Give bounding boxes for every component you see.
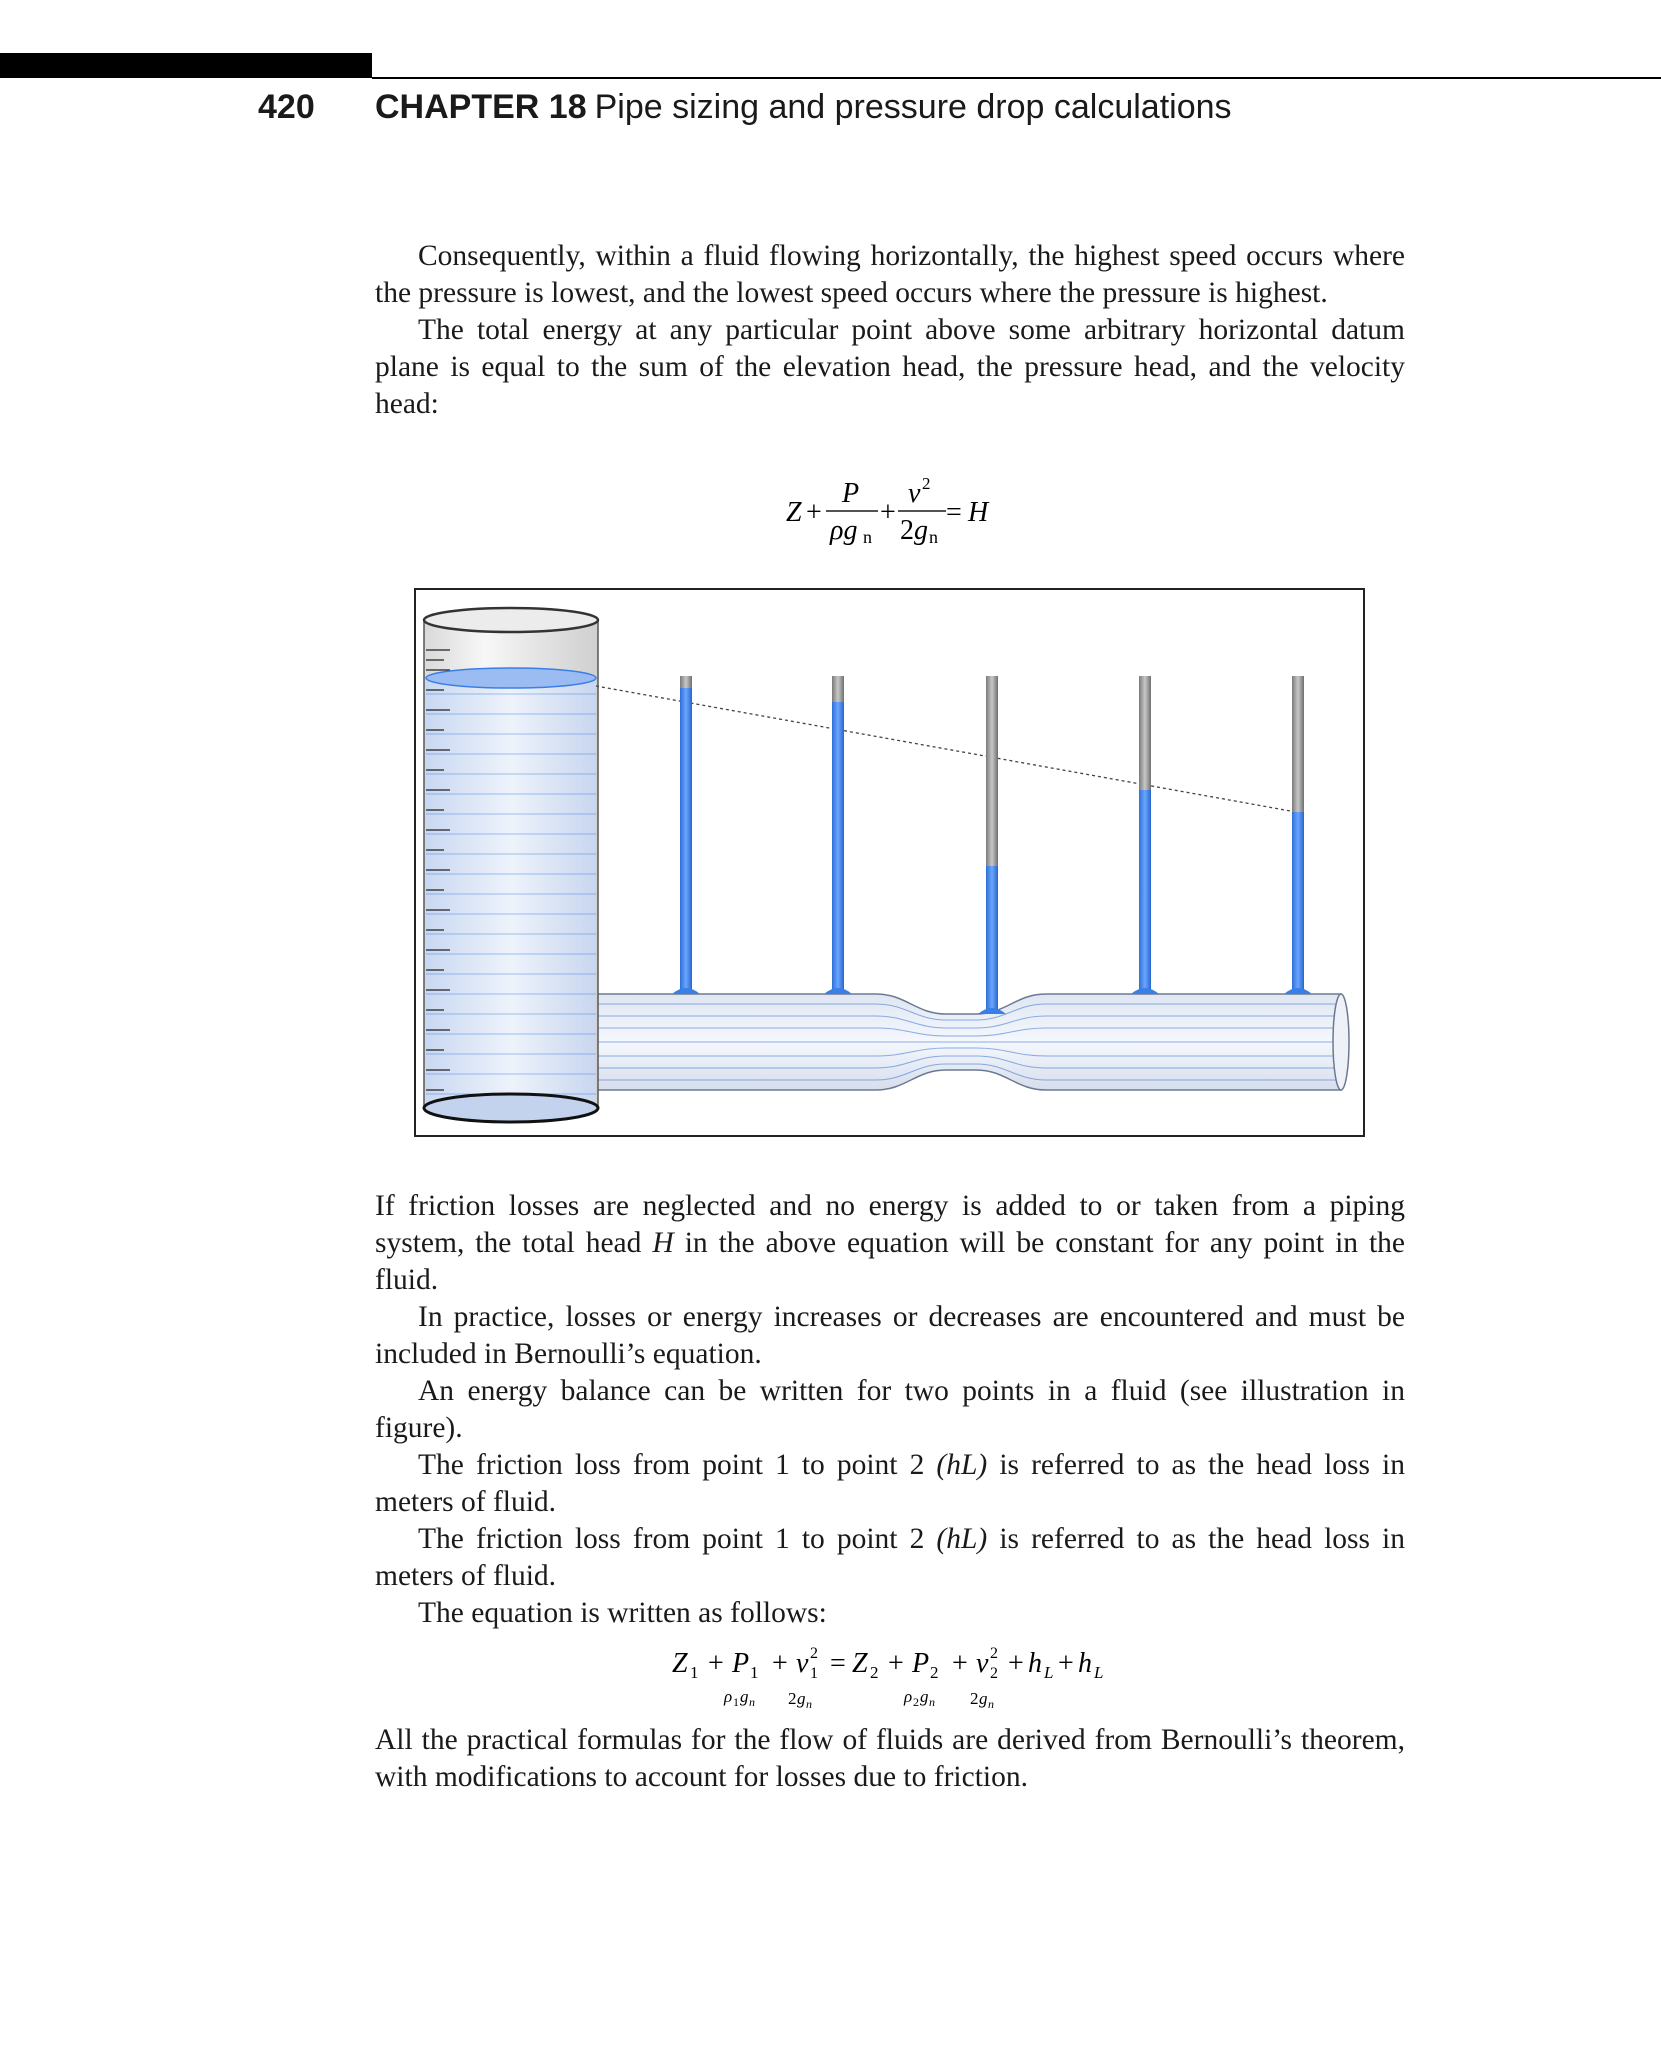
svg-text:2: 2	[970, 1689, 979, 1708]
svg-text:n: n	[929, 527, 938, 547]
svg-text:=: =	[946, 497, 962, 528]
svg-text:v: v	[976, 1648, 989, 1679]
svg-text:1: 1	[690, 1663, 699, 1682]
paragraph-3: If friction losses are neglected and no energy is added to or taken from a piping system, the total head H in the above equation will be constant for any point in the fluid.	[375, 1190, 1406, 1296]
svg-text:+: +	[880, 497, 896, 528]
svg-text:Z: Z	[852, 1648, 868, 1679]
svg-text:1: 1	[733, 1695, 739, 1709]
svg-text:+: +	[952, 1648, 968, 1679]
text-bottom	[375, 1722, 1405, 1796]
svg-text:+: +	[1058, 1648, 1074, 1679]
svg-text:+: +	[772, 1648, 788, 1679]
svg-text:n: n	[806, 1697, 812, 1710]
svg-text:n: n	[863, 527, 872, 547]
svg-text:Z: Z	[672, 1648, 688, 1679]
paragraph-9: All the practical formulas for the flow of fluids are derived from Bernoulli’s theorem, with modifications to account for losses due to friction.	[375, 1724, 1405, 1793]
svg-text:1: 1	[750, 1663, 759, 1682]
svg-text:g: g	[914, 515, 928, 546]
svg-text:P: P	[912, 1648, 930, 1679]
svg-text:H: H	[968, 497, 989, 528]
svg-text:h: h	[1078, 1648, 1092, 1679]
svg-text:v: v	[908, 478, 921, 509]
svg-text:v: v	[796, 1648, 809, 1679]
equation-total-head	[786, 475, 1006, 547]
svg-text:L: L	[1044, 1663, 1054, 1682]
svg-text:=: =	[830, 1648, 846, 1679]
page-number: 420	[258, 88, 315, 126]
header-rule	[372, 77, 1661, 79]
svg-text:g: g	[797, 1689, 806, 1708]
paragraph-2: The total energy at any particular point above some arbitrary horizontal datum plane is equal to the sum of the elevation head, the pressure head, and the velocity head:	[375, 314, 1405, 420]
svg-text:ρg: ρg	[830, 515, 858, 546]
svg-text:+: +	[1008, 1648, 1024, 1679]
paragraph-7: The friction loss from point 1 to point 2 (hL) is referred to as the head loss in meters of fluid.	[375, 1523, 1406, 1592]
equation-energy-balance	[670, 1640, 1110, 1710]
running-head	[375, 88, 1232, 127]
chapter-label: CHAPTER 18	[375, 88, 587, 126]
svg-text:h: h	[1028, 1648, 1042, 1679]
svg-text:2: 2	[810, 1645, 818, 1662]
svg-text:1: 1	[810, 1665, 818, 1682]
paragraph-1: Consequently, within a fluid flowing horizontally, the highest speed occurs where the pressure is lowest, and the lowest speed occurs where the pressure is highest.	[375, 240, 1405, 309]
svg-text:n: n	[988, 1697, 994, 1710]
paragraph-4: In practice, losses or energy increases or decreases are encountered and must be included in Bernoulli’s equation.	[375, 1301, 1405, 1370]
svg-text:2: 2	[913, 1695, 919, 1709]
svg-text:g: g	[740, 1687, 749, 1706]
svg-text:P: P	[842, 478, 860, 509]
svg-text:Z: Z	[786, 497, 802, 528]
svg-text:2: 2	[788, 1689, 797, 1708]
svg-text:L: L	[1094, 1663, 1104, 1682]
svg-text:ρ: ρ	[904, 1687, 913, 1706]
svg-text:n: n	[929, 1695, 935, 1709]
svg-text:n: n	[749, 1695, 755, 1709]
svg-text:2: 2	[990, 1645, 998, 1662]
chapter-title: Pipe sizing and pressure drop calculations	[594, 88, 1232, 126]
svg-text:P: P	[732, 1648, 750, 1679]
paragraph-8: The equation is written as follows:	[418, 1597, 827, 1629]
svg-text:2: 2	[922, 475, 931, 493]
text-top	[375, 238, 1405, 423]
bernoulli-apparatus-icon	[416, 590, 1363, 1135]
svg-text:+: +	[708, 1648, 724, 1679]
paragraph-6: The friction loss from point 1 to point 2 (hL) is referred to as the head loss in meters of fluid.	[375, 1449, 1406, 1518]
svg-text:+: +	[806, 497, 822, 528]
svg-text:2: 2	[870, 1663, 879, 1682]
svg-text:2: 2	[930, 1663, 939, 1682]
paragraph-5: An energy balance can be written for two points in a fluid (see illustration in figure).	[375, 1375, 1405, 1444]
svg-text:ρ: ρ	[724, 1687, 733, 1706]
svg-text:+: +	[888, 1648, 904, 1679]
header-bar	[0, 53, 372, 78]
svg-text:g: g	[920, 1687, 929, 1706]
svg-text:g: g	[979, 1689, 988, 1708]
text-middle	[375, 1188, 1405, 1632]
svg-text:2: 2	[990, 1665, 998, 1682]
svg-text:2: 2	[900, 515, 914, 546]
bernoulli-apparatus-figure	[414, 588, 1365, 1137]
